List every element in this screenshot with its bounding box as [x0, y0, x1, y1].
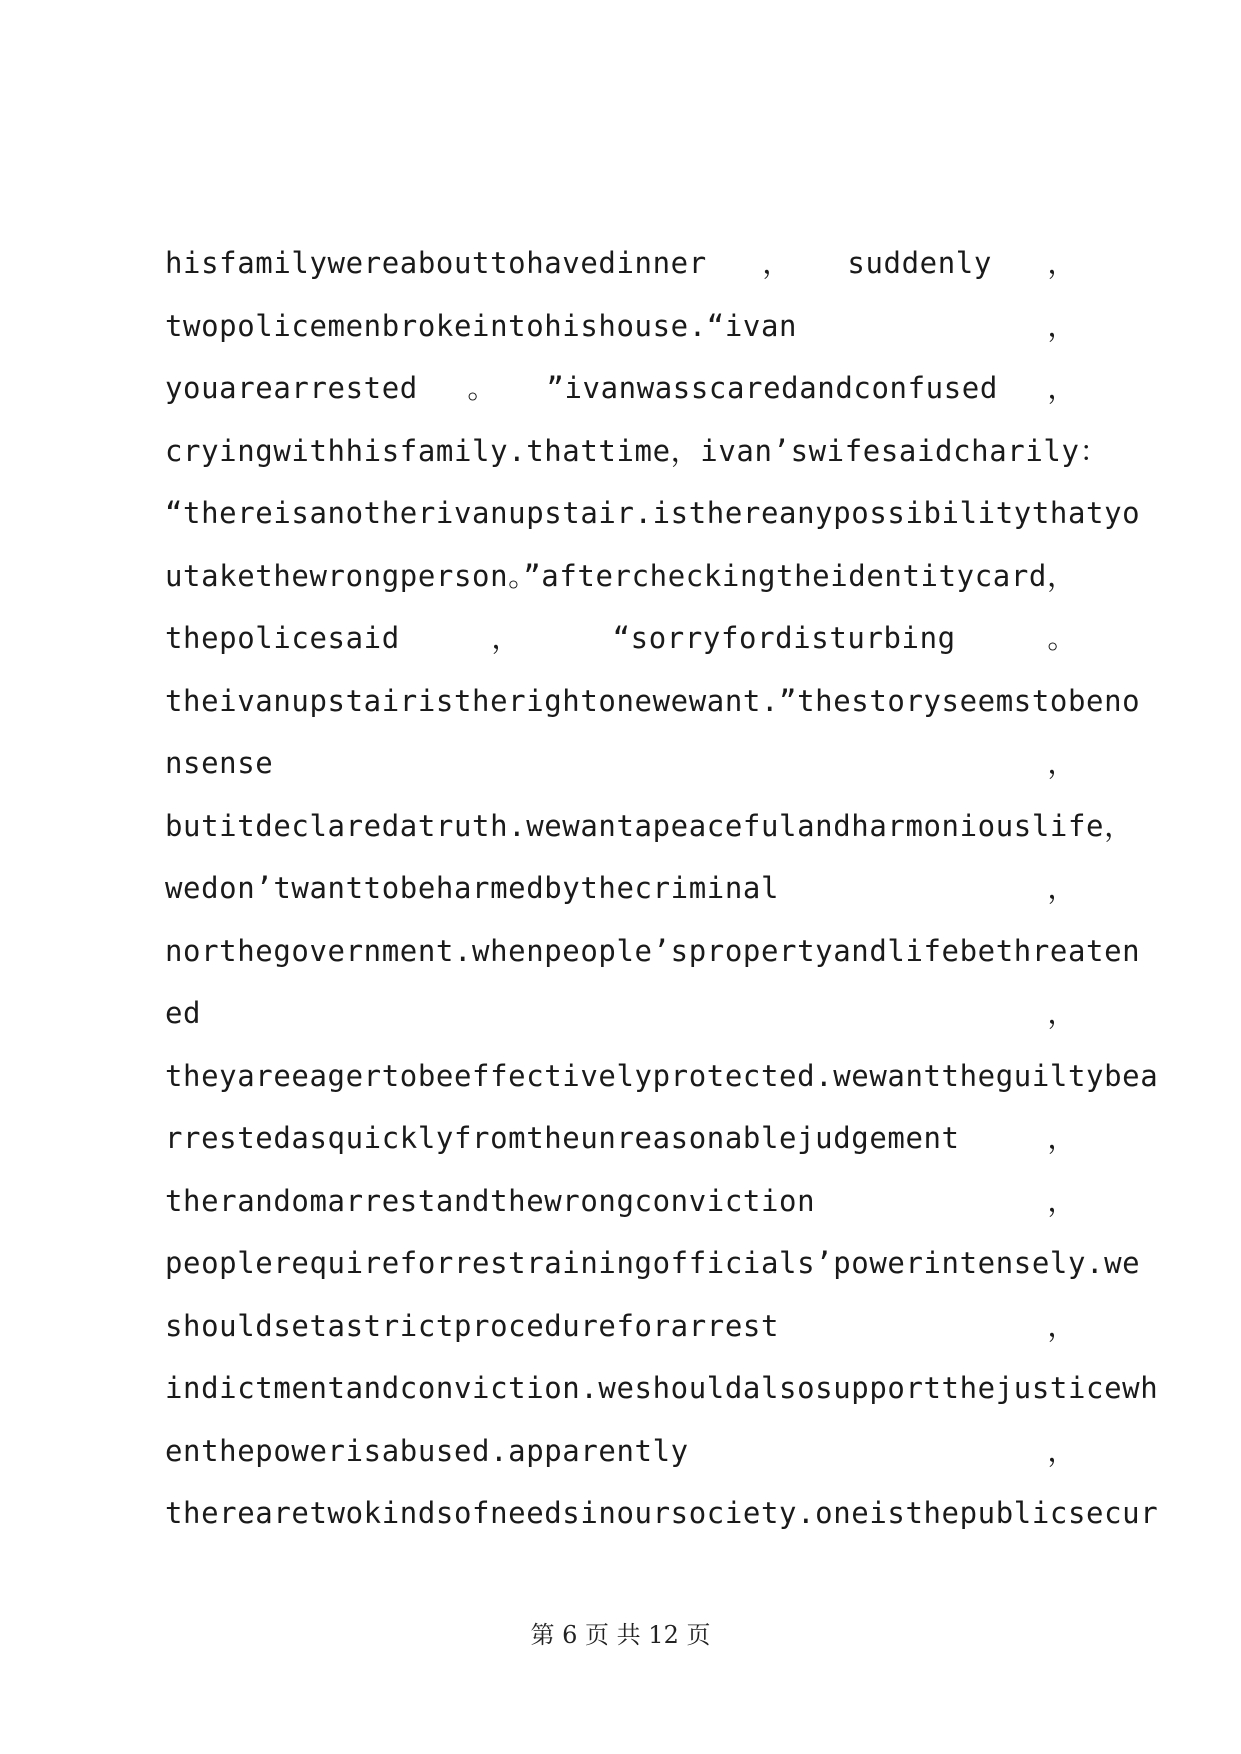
text-segment: ，	[1047, 246, 1077, 280]
text-line	[165, 1170, 1077, 1233]
text-segment: butitdeclaredatruth.wewantapeacefulandharmoniouslife	[165, 808, 1105, 843]
text-segment: shouldsetastrictprocedureforarrest	[165, 1308, 780, 1343]
text-line	[165, 1357, 1159, 1420]
text-line	[165, 670, 1141, 733]
text-segment: ，	[1047, 1121, 1077, 1155]
text-segment: cryingwithhisfamily.thattime，	[165, 433, 701, 468]
text-segment: 。	[467, 371, 497, 405]
text-segment: northegovernment.whenpeople’spropertyandlifebethreaten	[165, 933, 1141, 968]
text-segment: ，	[1047, 996, 1077, 1030]
text-line	[165, 732, 1077, 795]
text-segment: ”ivanwasscaredandconfused	[546, 371, 998, 405]
text-segment: ，	[1047, 1308, 1077, 1343]
text-line	[165, 357, 1077, 420]
text-segment: ，	[1104, 808, 1134, 843]
text-segment: suddenly	[847, 246, 992, 280]
text-segment: youarearrested	[165, 371, 418, 405]
text-segment: enthepowerisabused.apparently	[165, 1433, 689, 1468]
text-segment: twopolicemenbrokeintohishouse.“ivan	[165, 308, 798, 343]
text-segment: therandomarrestandthewrongconviction	[165, 1183, 816, 1218]
text-segment: ivan’swifesaidcharily：	[700, 433, 1110, 468]
text-segment: theyareeagertobeeffectivelyprotected.wewanttheguiltybea	[165, 1058, 1159, 1093]
text-segment: ，	[491, 621, 521, 655]
text-segment: therearetwokindsofneedsinoursociety.oneisthepublicsecur	[165, 1496, 1159, 1530]
text-segment: 。	[1047, 621, 1077, 655]
text-segment: indictmentandconviction.weshouldalsosupportthejusticewh	[165, 1371, 1159, 1405]
text-line	[165, 795, 1134, 858]
text-segment: ，	[1047, 308, 1077, 343]
text-segment: hisfamilywereabouttohavedinner	[165, 246, 707, 280]
text-line	[165, 1232, 1141, 1295]
text-segment: ，	[1047, 746, 1077, 780]
text-line	[165, 920, 1141, 983]
page-footer: 第 6 页 共 12 页	[530, 1621, 711, 1649]
text-segment: ，	[1047, 371, 1077, 405]
text-line	[165, 295, 1077, 358]
text-segment: peoplerequireforrestrainingofficials’powerintensely.we	[165, 1246, 1141, 1280]
text-segment: utakethewrongperson。”aftercheckingtheidentitycard，	[165, 558, 1077, 593]
text-segment: ed	[165, 996, 202, 1030]
text-segment: ，	[1047, 871, 1077, 905]
text-segment: ，	[1047, 1183, 1077, 1218]
text-line	[165, 482, 1141, 545]
document-body	[165, 232, 1159, 1545]
text-line	[165, 420, 1110, 483]
text-segment: wedon’twanttobeharmedbythecriminal	[165, 871, 780, 905]
text-line	[165, 1420, 1077, 1483]
text-segment: rrestedasquicklyfromtheunreasonablejudgement	[165, 1121, 960, 1155]
text-segment: ，	[762, 246, 792, 280]
text-segment: thepolicesaid	[165, 621, 400, 655]
text-line	[165, 1295, 1077, 1358]
text-segment: theivanupstairistherightonewewant.”thestoryseemstobeno	[165, 683, 1141, 718]
text-line	[165, 545, 1077, 608]
text-segment: “thereisanotherivanupstair.isthereanypossibilitythatyo	[165, 496, 1141, 530]
text-line	[165, 232, 1077, 295]
text-line	[165, 1107, 1077, 1170]
text-segment: ，	[1047, 1433, 1077, 1468]
text-line	[165, 1045, 1159, 1108]
text-line	[165, 607, 1077, 670]
text-segment: “sorryfordisturbing	[612, 621, 956, 655]
text-line	[165, 1482, 1159, 1545]
text-line	[165, 982, 1077, 1045]
text-line	[165, 857, 1077, 920]
text-segment: nsense	[165, 746, 274, 780]
